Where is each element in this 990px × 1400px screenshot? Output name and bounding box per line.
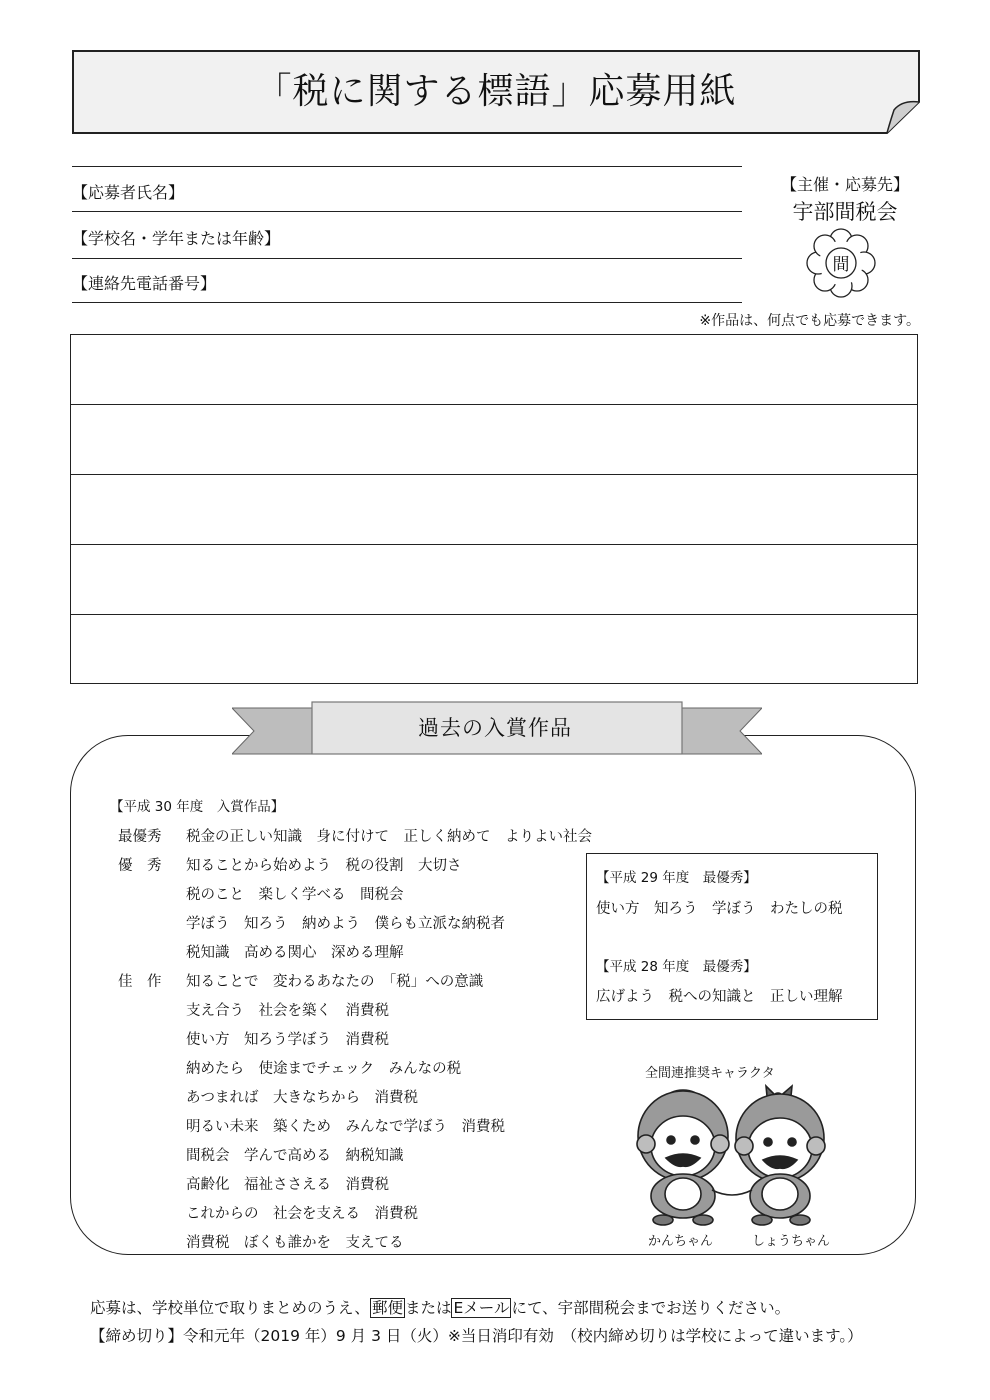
title-banner	[72, 50, 920, 134]
school-line[interactable]	[72, 258, 742, 259]
award-label: 優 秀	[118, 858, 162, 874]
award-entry: 明るい未来 築くため みんなで学ぼう 消費税	[186, 1119, 505, 1135]
page-title: 「税に関する標語」応募用紙	[255, 71, 737, 112]
school-label: 【学校名・学年または年齢】	[72, 229, 281, 248]
side-title: 【平成 29 年度 最優秀】	[596, 870, 757, 886]
email-box: Eメール	[453, 1299, 510, 1317]
character-caption: 全間連推奨キャラクタ	[645, 1066, 775, 1081]
award-entry: 間税会 学んで高める 納税知識	[186, 1148, 404, 1164]
character-name: しょうちゃん	[752, 1234, 831, 1249]
footer-text: または	[404, 1299, 452, 1317]
phone-label: 【連絡先電話番号】	[72, 274, 217, 293]
award-entry: 税知識 高める関心 深める理解	[186, 945, 404, 961]
award-entry: 税金の正しい知識 身に付けて 正しく納めて よりよい社会	[186, 829, 592, 845]
phone-line[interactable]	[72, 302, 742, 303]
award-entry: これからの 社会を支える 消費税	[186, 1206, 418, 1222]
entry-row-2[interactable]	[71, 405, 917, 475]
postal-mail-box: 郵便	[371, 1299, 403, 1317]
entry-row-1[interactable]	[71, 335, 917, 405]
year-title: 【平成 30 年度 入賞作品】	[110, 799, 285, 815]
entry-row-4[interactable]	[71, 545, 917, 615]
award-entry: 消費税 ぼくも誰かを 支えてる	[186, 1235, 404, 1251]
entry-row-5[interactable]	[71, 615, 917, 685]
organizer-name: 宇部間税会	[792, 200, 898, 224]
entry-row-3[interactable]	[71, 475, 917, 545]
submission-instructions	[90, 1296, 790, 1318]
award-entry: 学ぼう 知ろう 納めよう 僕らも立派な納税者	[186, 916, 505, 932]
seal-char: 間	[832, 255, 850, 275]
footer-text: 応募は、学校単位で取りまとめのうえ、	[90, 1299, 370, 1317]
award-entry: 納めたら 使途までチェック みんなの税	[186, 1061, 462, 1077]
mascot-characters-icon	[628, 1078, 843, 1228]
applicant-name-label: 【応募者氏名】	[72, 183, 185, 202]
award-entry: 使い方 知ろう学ぼう 消費税	[186, 1032, 389, 1048]
footer-text: にて、宇部間税会までお送りください。	[511, 1299, 791, 1317]
deadline-text: 【締め切り】令和元年（2019 年）9 月 3 日（火）※当日消印有効 （校内締め切りは学校によって違います。）	[90, 1327, 863, 1345]
award-label: 最優秀	[118, 829, 162, 845]
award-entry: 支え合う 社会を築く 消費税	[186, 1003, 389, 1019]
organizer-label: 【主催・応募先】	[780, 175, 909, 194]
side-entry: 使い方 知ろう 学ぼう わたしの税	[596, 901, 843, 917]
award-label: 佳 作	[118, 974, 162, 990]
side-entry: 広げよう 税への知識と 正しい理解	[596, 989, 843, 1005]
applicant-name-line[interactable]	[72, 211, 742, 212]
character-name: かんちゃん	[648, 1234, 714, 1249]
award-entry: 知ることから始めよう 税の役割 大切さ	[186, 858, 462, 874]
entry-grid	[70, 334, 918, 684]
award-entry: あつまれば 大きなちから 消費税	[186, 1090, 418, 1106]
past-works-heading: 過去の入賞作品	[418, 716, 572, 740]
side-title: 【平成 28 年度 最優秀】	[596, 959, 757, 975]
note-text: ※作品は、何点でも応募できます。	[699, 313, 920, 329]
seal-logo	[806, 228, 876, 302]
award-entry: 税のこと 楽しく学べる 間税会	[186, 887, 404, 903]
award-entry: 高齢化 福祉ささえる 消費税	[186, 1177, 389, 1193]
field-line-top	[72, 166, 742, 167]
award-entry: 知ることで 変わるあなたの 「税」への意識	[186, 974, 484, 990]
